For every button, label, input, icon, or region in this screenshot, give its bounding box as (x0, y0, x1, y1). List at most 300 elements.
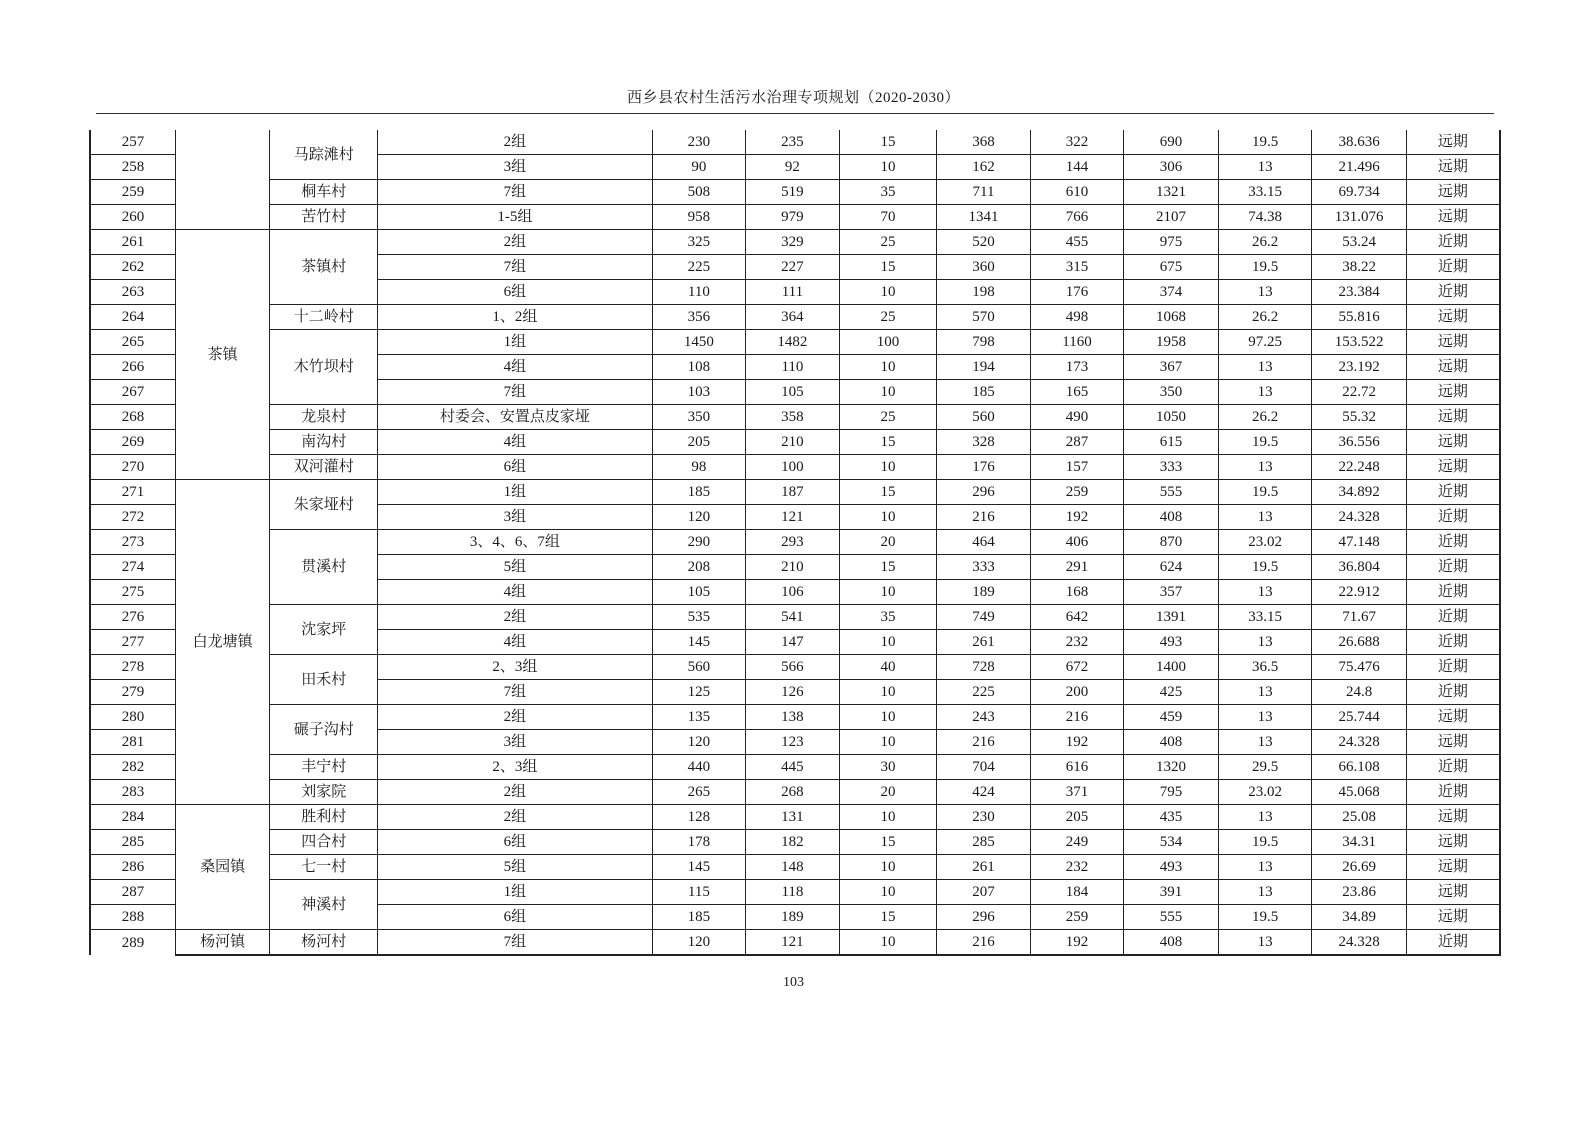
cell-value: 459 (1124, 705, 1219, 730)
cell-value: 541 (746, 605, 840, 630)
cell-group: 7组 (378, 930, 652, 956)
cell-phase: 远期 (1406, 905, 1500, 930)
table-row (90, 405, 1500, 430)
cell-value: 21.496 (1312, 155, 1407, 180)
cell-value: 105 (746, 380, 840, 405)
cell-value: 184 (1030, 880, 1124, 905)
cell-village: 七一村 (270, 855, 378, 880)
cell-value: 189 (746, 905, 840, 930)
cell-phase: 远期 (1406, 180, 1500, 205)
cell-phase: 近期 (1406, 555, 1500, 580)
cell-village: 贯溪村 (270, 530, 378, 605)
cell-village: 沈家坪 (270, 605, 378, 655)
cell-value: 498 (1030, 305, 1124, 330)
cell-value: 10 (839, 730, 937, 755)
cell-value: 798 (937, 330, 1031, 355)
cell-value: 230 (652, 130, 746, 155)
cell-phase: 近期 (1406, 530, 1500, 555)
cell-value: 105 (652, 580, 746, 605)
cell-value: 13 (1218, 730, 1312, 755)
cell-value: 22.248 (1312, 455, 1407, 480)
cell-value: 10 (839, 855, 937, 880)
cell-no: 281 (90, 730, 175, 755)
cell-town (175, 130, 270, 230)
cell-value: 13 (1218, 680, 1312, 705)
cell-value: 10 (839, 805, 937, 830)
cell-phase: 远期 (1406, 205, 1500, 230)
cell-value: 147 (746, 630, 840, 655)
cell-value: 624 (1124, 555, 1219, 580)
cell-value: 1958 (1124, 330, 1219, 355)
cell-value: 74.38 (1218, 205, 1312, 230)
cell-no: 274 (90, 555, 175, 580)
cell-value: 115 (652, 880, 746, 905)
table-row (90, 605, 1500, 630)
cell-value: 13 (1218, 155, 1312, 180)
cell-value: 25 (839, 405, 937, 430)
cell-value: 10 (839, 455, 937, 480)
cell-value: 168 (1030, 580, 1124, 605)
cell-value: 368 (937, 130, 1031, 155)
cell-value: 22.912 (1312, 580, 1407, 605)
cell-value: 1320 (1124, 755, 1219, 780)
cell-value: 520 (937, 230, 1031, 255)
cell-value: 19.5 (1218, 255, 1312, 280)
cell-group: 2、3组 (378, 755, 652, 780)
table-row (90, 930, 1500, 956)
cell-value: 642 (1030, 605, 1124, 630)
cell-value: 35 (839, 180, 937, 205)
cell-phase: 近期 (1406, 280, 1500, 305)
cell-group: 3、4、6、7组 (378, 530, 652, 555)
cell-value: 560 (937, 405, 1031, 430)
cell-value: 24.328 (1312, 730, 1407, 755)
cell-value: 979 (746, 205, 840, 230)
cell-value: 13 (1218, 580, 1312, 605)
cell-value: 10 (839, 705, 937, 730)
cell-value: 1160 (1030, 330, 1124, 355)
cell-value: 249 (1030, 830, 1124, 855)
cell-value: 26.2 (1218, 405, 1312, 430)
table-row (90, 530, 1500, 555)
sewage-plan-table (89, 130, 1501, 956)
cell-value: 795 (1124, 780, 1219, 805)
cell-phase: 远期 (1406, 380, 1500, 405)
cell-village: 刘家院 (270, 780, 378, 805)
cell-town: 杨河镇 (175, 930, 270, 956)
cell-village: 木竹坝村 (270, 330, 378, 405)
cell-value: 306 (1124, 155, 1219, 180)
cell-value: 131 (746, 805, 840, 830)
cell-value: 34.89 (1312, 905, 1407, 930)
cell-group: 4组 (378, 580, 652, 605)
cell-value: 45.068 (1312, 780, 1407, 805)
table-row (90, 330, 1500, 355)
cell-value: 194 (937, 355, 1031, 380)
cell-group: 3组 (378, 155, 652, 180)
cell-value: 19.5 (1218, 830, 1312, 855)
cell-village: 苦竹村 (270, 205, 378, 230)
cell-town: 白龙塘镇 (175, 480, 270, 805)
cell-value: 25.744 (1312, 705, 1407, 730)
cell-value: 210 (746, 555, 840, 580)
cell-value: 216 (937, 930, 1031, 956)
cell-village: 杨河村 (270, 930, 378, 956)
cell-value: 90 (652, 155, 746, 180)
cell-value: 13 (1218, 805, 1312, 830)
cell-value: 120 (652, 505, 746, 530)
cell-value: 13 (1218, 505, 1312, 530)
cell-value: 13 (1218, 280, 1312, 305)
cell-value: 23.02 (1218, 530, 1312, 555)
cell-value: 126 (746, 680, 840, 705)
cell-no: 262 (90, 255, 175, 280)
cell-value: 15 (839, 905, 937, 930)
cell-phase: 远期 (1406, 705, 1500, 730)
cell-no: 283 (90, 780, 175, 805)
cell-value: 13 (1218, 705, 1312, 730)
cell-phase: 远期 (1406, 305, 1500, 330)
cell-value: 360 (937, 255, 1031, 280)
cell-phase: 远期 (1406, 330, 1500, 355)
cell-value: 55.32 (1312, 405, 1407, 430)
cell-value: 69.734 (1312, 180, 1407, 205)
cell-value: 325 (652, 230, 746, 255)
table-row (90, 205, 1500, 230)
cell-value: 10 (839, 505, 937, 530)
cell-value: 232 (1030, 855, 1124, 880)
cell-value: 13 (1218, 880, 1312, 905)
cell-value: 125 (652, 680, 746, 705)
cell-value: 261 (937, 630, 1031, 655)
cell-phase: 近期 (1406, 605, 1500, 630)
cell-value: 225 (652, 255, 746, 280)
cell-value: 23.384 (1312, 280, 1407, 305)
cell-value: 47.148 (1312, 530, 1407, 555)
cell-value: 23.02 (1218, 780, 1312, 805)
cell-value: 675 (1124, 255, 1219, 280)
cell-value: 15 (839, 255, 937, 280)
cell-no: 273 (90, 530, 175, 555)
cell-no: 288 (90, 905, 175, 930)
table-row (90, 805, 1500, 830)
cell-value: 36.804 (1312, 555, 1407, 580)
cell-value: 259 (1030, 480, 1124, 505)
cell-no: 272 (90, 505, 175, 530)
cell-town: 桑园镇 (175, 805, 270, 930)
cell-value: 33.15 (1218, 180, 1312, 205)
cell-village: 十二岭村 (270, 305, 378, 330)
cell-value: 145 (652, 630, 746, 655)
cell-value: 293 (746, 530, 840, 555)
cell-town: 茶镇 (175, 230, 270, 480)
cell-value: 232 (1030, 630, 1124, 655)
cell-value: 358 (746, 405, 840, 430)
cell-value: 265 (652, 780, 746, 805)
cell-value: 75.476 (1312, 655, 1407, 680)
cell-value: 10 (839, 930, 937, 956)
cell-value: 121 (746, 505, 840, 530)
table-row (90, 230, 1500, 255)
cell-no: 264 (90, 305, 175, 330)
table-row (90, 755, 1500, 780)
cell-value: 493 (1124, 630, 1219, 655)
cell-value: 566 (746, 655, 840, 680)
table-row (90, 705, 1500, 730)
cell-value: 555 (1124, 480, 1219, 505)
cell-phase: 近期 (1406, 580, 1500, 605)
cell-no: 286 (90, 855, 175, 880)
cell-value: 1050 (1124, 405, 1219, 430)
cell-value: 165 (1030, 380, 1124, 405)
cell-no: 257 (90, 130, 175, 155)
cell-value: 391 (1124, 880, 1219, 905)
cell-no: 271 (90, 480, 175, 505)
cell-value: 13 (1218, 355, 1312, 380)
cell-group: 4组 (378, 430, 652, 455)
cell-value: 66.108 (1312, 755, 1407, 780)
cell-phase: 近期 (1406, 255, 1500, 280)
cell-group: 5组 (378, 855, 652, 880)
cell-value: 173 (1030, 355, 1124, 380)
cell-value: 19.5 (1218, 555, 1312, 580)
cell-value: 235 (746, 130, 840, 155)
cell-value: 25.08 (1312, 805, 1407, 830)
cell-value: 555 (1124, 905, 1219, 930)
cell-no: 266 (90, 355, 175, 380)
cell-value: 162 (937, 155, 1031, 180)
cell-value: 1341 (937, 205, 1031, 230)
cell-no: 289 (90, 930, 175, 956)
cell-value: 15 (839, 480, 937, 505)
cell-group: 7组 (378, 380, 652, 405)
cell-phase: 远期 (1406, 855, 1500, 880)
cell-no: 259 (90, 180, 175, 205)
cell-value: 356 (652, 305, 746, 330)
cell-no: 284 (90, 805, 175, 830)
cell-value: 13 (1218, 855, 1312, 880)
cell-value: 26.2 (1218, 305, 1312, 330)
cell-value: 291 (1030, 555, 1124, 580)
cell-value: 157 (1030, 455, 1124, 480)
cell-value: 70 (839, 205, 937, 230)
cell-value: 455 (1030, 230, 1124, 255)
table-row (90, 480, 1500, 505)
cell-value: 71.67 (1312, 605, 1407, 630)
cell-value: 138 (746, 705, 840, 730)
cell-phase: 近期 (1406, 230, 1500, 255)
cell-group: 2组 (378, 805, 652, 830)
cell-value: 144 (1030, 155, 1124, 180)
cell-value: 106 (746, 580, 840, 605)
cell-value: 176 (937, 455, 1031, 480)
cell-village: 碾子沟村 (270, 705, 378, 755)
cell-value: 534 (1124, 830, 1219, 855)
cell-value: 19.5 (1218, 430, 1312, 455)
table-row (90, 430, 1500, 455)
cell-value: 131.076 (1312, 205, 1407, 230)
cell-group: 2组 (378, 130, 652, 155)
cell-value: 110 (652, 280, 746, 305)
cell-value: 322 (1030, 130, 1124, 155)
cell-value: 519 (746, 180, 840, 205)
cell-value: 350 (1124, 380, 1219, 405)
cell-group: 2组 (378, 705, 652, 730)
cell-value: 192 (1030, 505, 1124, 530)
cell-value: 185 (652, 480, 746, 505)
cell-phase: 近期 (1406, 655, 1500, 680)
cell-phase: 远期 (1406, 130, 1500, 155)
cell-value: 36.556 (1312, 430, 1407, 455)
table-row (90, 855, 1500, 880)
cell-value: 100 (839, 330, 937, 355)
cell-village: 神溪村 (270, 880, 378, 930)
cell-value: 23.86 (1312, 880, 1407, 905)
cell-value: 766 (1030, 205, 1124, 230)
cell-value: 23.192 (1312, 355, 1407, 380)
cell-value: 1482 (746, 330, 840, 355)
cell-group: 1、2组 (378, 305, 652, 330)
cell-village: 南沟村 (270, 430, 378, 455)
cell-no: 268 (90, 405, 175, 430)
cell-value: 975 (1124, 230, 1219, 255)
cell-value: 10 (839, 380, 937, 405)
cell-group: 2组 (378, 605, 652, 630)
cell-value: 1391 (1124, 605, 1219, 630)
cell-value: 1068 (1124, 305, 1219, 330)
cell-value: 25 (839, 230, 937, 255)
cell-value: 103 (652, 380, 746, 405)
cell-value: 1450 (652, 330, 746, 355)
cell-value: 26.688 (1312, 630, 1407, 655)
cell-value: 424 (937, 780, 1031, 805)
cell-value: 328 (937, 430, 1031, 455)
cell-village: 双河灌村 (270, 455, 378, 480)
cell-group: 7组 (378, 180, 652, 205)
cell-value: 185 (937, 380, 1031, 405)
cell-phase: 远期 (1406, 830, 1500, 855)
cell-no: 263 (90, 280, 175, 305)
cell-value: 38.636 (1312, 130, 1407, 155)
cell-village: 桐车村 (270, 180, 378, 205)
cell-no: 285 (90, 830, 175, 855)
table-row (90, 880, 1500, 905)
cell-value: 182 (746, 830, 840, 855)
cell-village: 马踪滩村 (270, 130, 378, 180)
cell-value: 560 (652, 655, 746, 680)
cell-value: 120 (652, 930, 746, 956)
cell-no: 267 (90, 380, 175, 405)
cell-value: 29.5 (1218, 755, 1312, 780)
cell-value: 208 (652, 555, 746, 580)
cell-value: 192 (1030, 730, 1124, 755)
cell-value: 10 (839, 630, 937, 655)
cell-value: 10 (839, 280, 937, 305)
cell-value: 34.892 (1312, 480, 1407, 505)
cell-value: 35 (839, 605, 937, 630)
cell-phase: 远期 (1406, 805, 1500, 830)
cell-village: 丰宁村 (270, 755, 378, 780)
cell-value: 711 (937, 180, 1031, 205)
cell-group: 2组 (378, 780, 652, 805)
cell-value: 19.5 (1218, 130, 1312, 155)
cell-value: 406 (1030, 530, 1124, 555)
cell-group: 7组 (378, 255, 652, 280)
cell-no: 270 (90, 455, 175, 480)
cell-value: 145 (652, 855, 746, 880)
cell-group: 1组 (378, 880, 652, 905)
cell-value: 225 (937, 680, 1031, 705)
cell-value: 435 (1124, 805, 1219, 830)
cell-value: 98 (652, 455, 746, 480)
cell-phase: 远期 (1406, 880, 1500, 905)
cell-value: 13 (1218, 455, 1312, 480)
cell-value: 357 (1124, 580, 1219, 605)
cell-value: 207 (937, 880, 1031, 905)
cell-value: 24.328 (1312, 930, 1407, 956)
cell-village: 田禾村 (270, 655, 378, 705)
cell-group: 1组 (378, 330, 652, 355)
cell-value: 870 (1124, 530, 1219, 555)
cell-value: 490 (1030, 405, 1124, 430)
cell-value: 445 (746, 755, 840, 780)
cell-value: 15 (839, 555, 937, 580)
cell-value: 210 (746, 430, 840, 455)
cell-value: 261 (937, 855, 1031, 880)
page-number: 103 (783, 975, 804, 990)
cell-value: 118 (746, 880, 840, 905)
cell-value: 121 (746, 930, 840, 956)
cell-value: 408 (1124, 730, 1219, 755)
page-header-title: 西乡县农村生活污水治理专项规划（2020-2030） (627, 90, 960, 106)
cell-value: 227 (746, 255, 840, 280)
cell-value: 153.522 (1312, 330, 1407, 355)
cell-group: 3组 (378, 505, 652, 530)
cell-value: 92 (746, 155, 840, 180)
cell-no: 260 (90, 205, 175, 230)
cell-value: 20 (839, 780, 937, 805)
cell-value: 371 (1030, 780, 1124, 805)
cell-value: 36.5 (1218, 655, 1312, 680)
cell-value: 13 (1218, 630, 1312, 655)
cell-value: 704 (937, 755, 1031, 780)
cell-no: 287 (90, 880, 175, 905)
cell-value: 216 (937, 505, 1031, 530)
cell-value: 189 (937, 580, 1031, 605)
cell-value: 176 (1030, 280, 1124, 305)
cell-value: 192 (1030, 930, 1124, 956)
cell-value: 24.8 (1312, 680, 1407, 705)
cell-group: 村委会、安置点皮家垭 (378, 405, 652, 430)
cell-no: 275 (90, 580, 175, 605)
cell-phase: 近期 (1406, 480, 1500, 505)
cell-value: 24.328 (1312, 505, 1407, 530)
cell-group: 6组 (378, 905, 652, 930)
cell-no: 258 (90, 155, 175, 180)
cell-phase: 远期 (1406, 355, 1500, 380)
cell-no: 276 (90, 605, 175, 630)
cell-value: 205 (1030, 805, 1124, 830)
cell-value: 535 (652, 605, 746, 630)
cell-value: 38.22 (1312, 255, 1407, 280)
cell-group: 4组 (378, 355, 652, 380)
table-row (90, 655, 1500, 680)
cell-value: 33.15 (1218, 605, 1312, 630)
cell-value: 25 (839, 305, 937, 330)
cell-value: 508 (652, 180, 746, 205)
cell-value: 285 (937, 830, 1031, 855)
cell-value: 53.24 (1312, 230, 1407, 255)
